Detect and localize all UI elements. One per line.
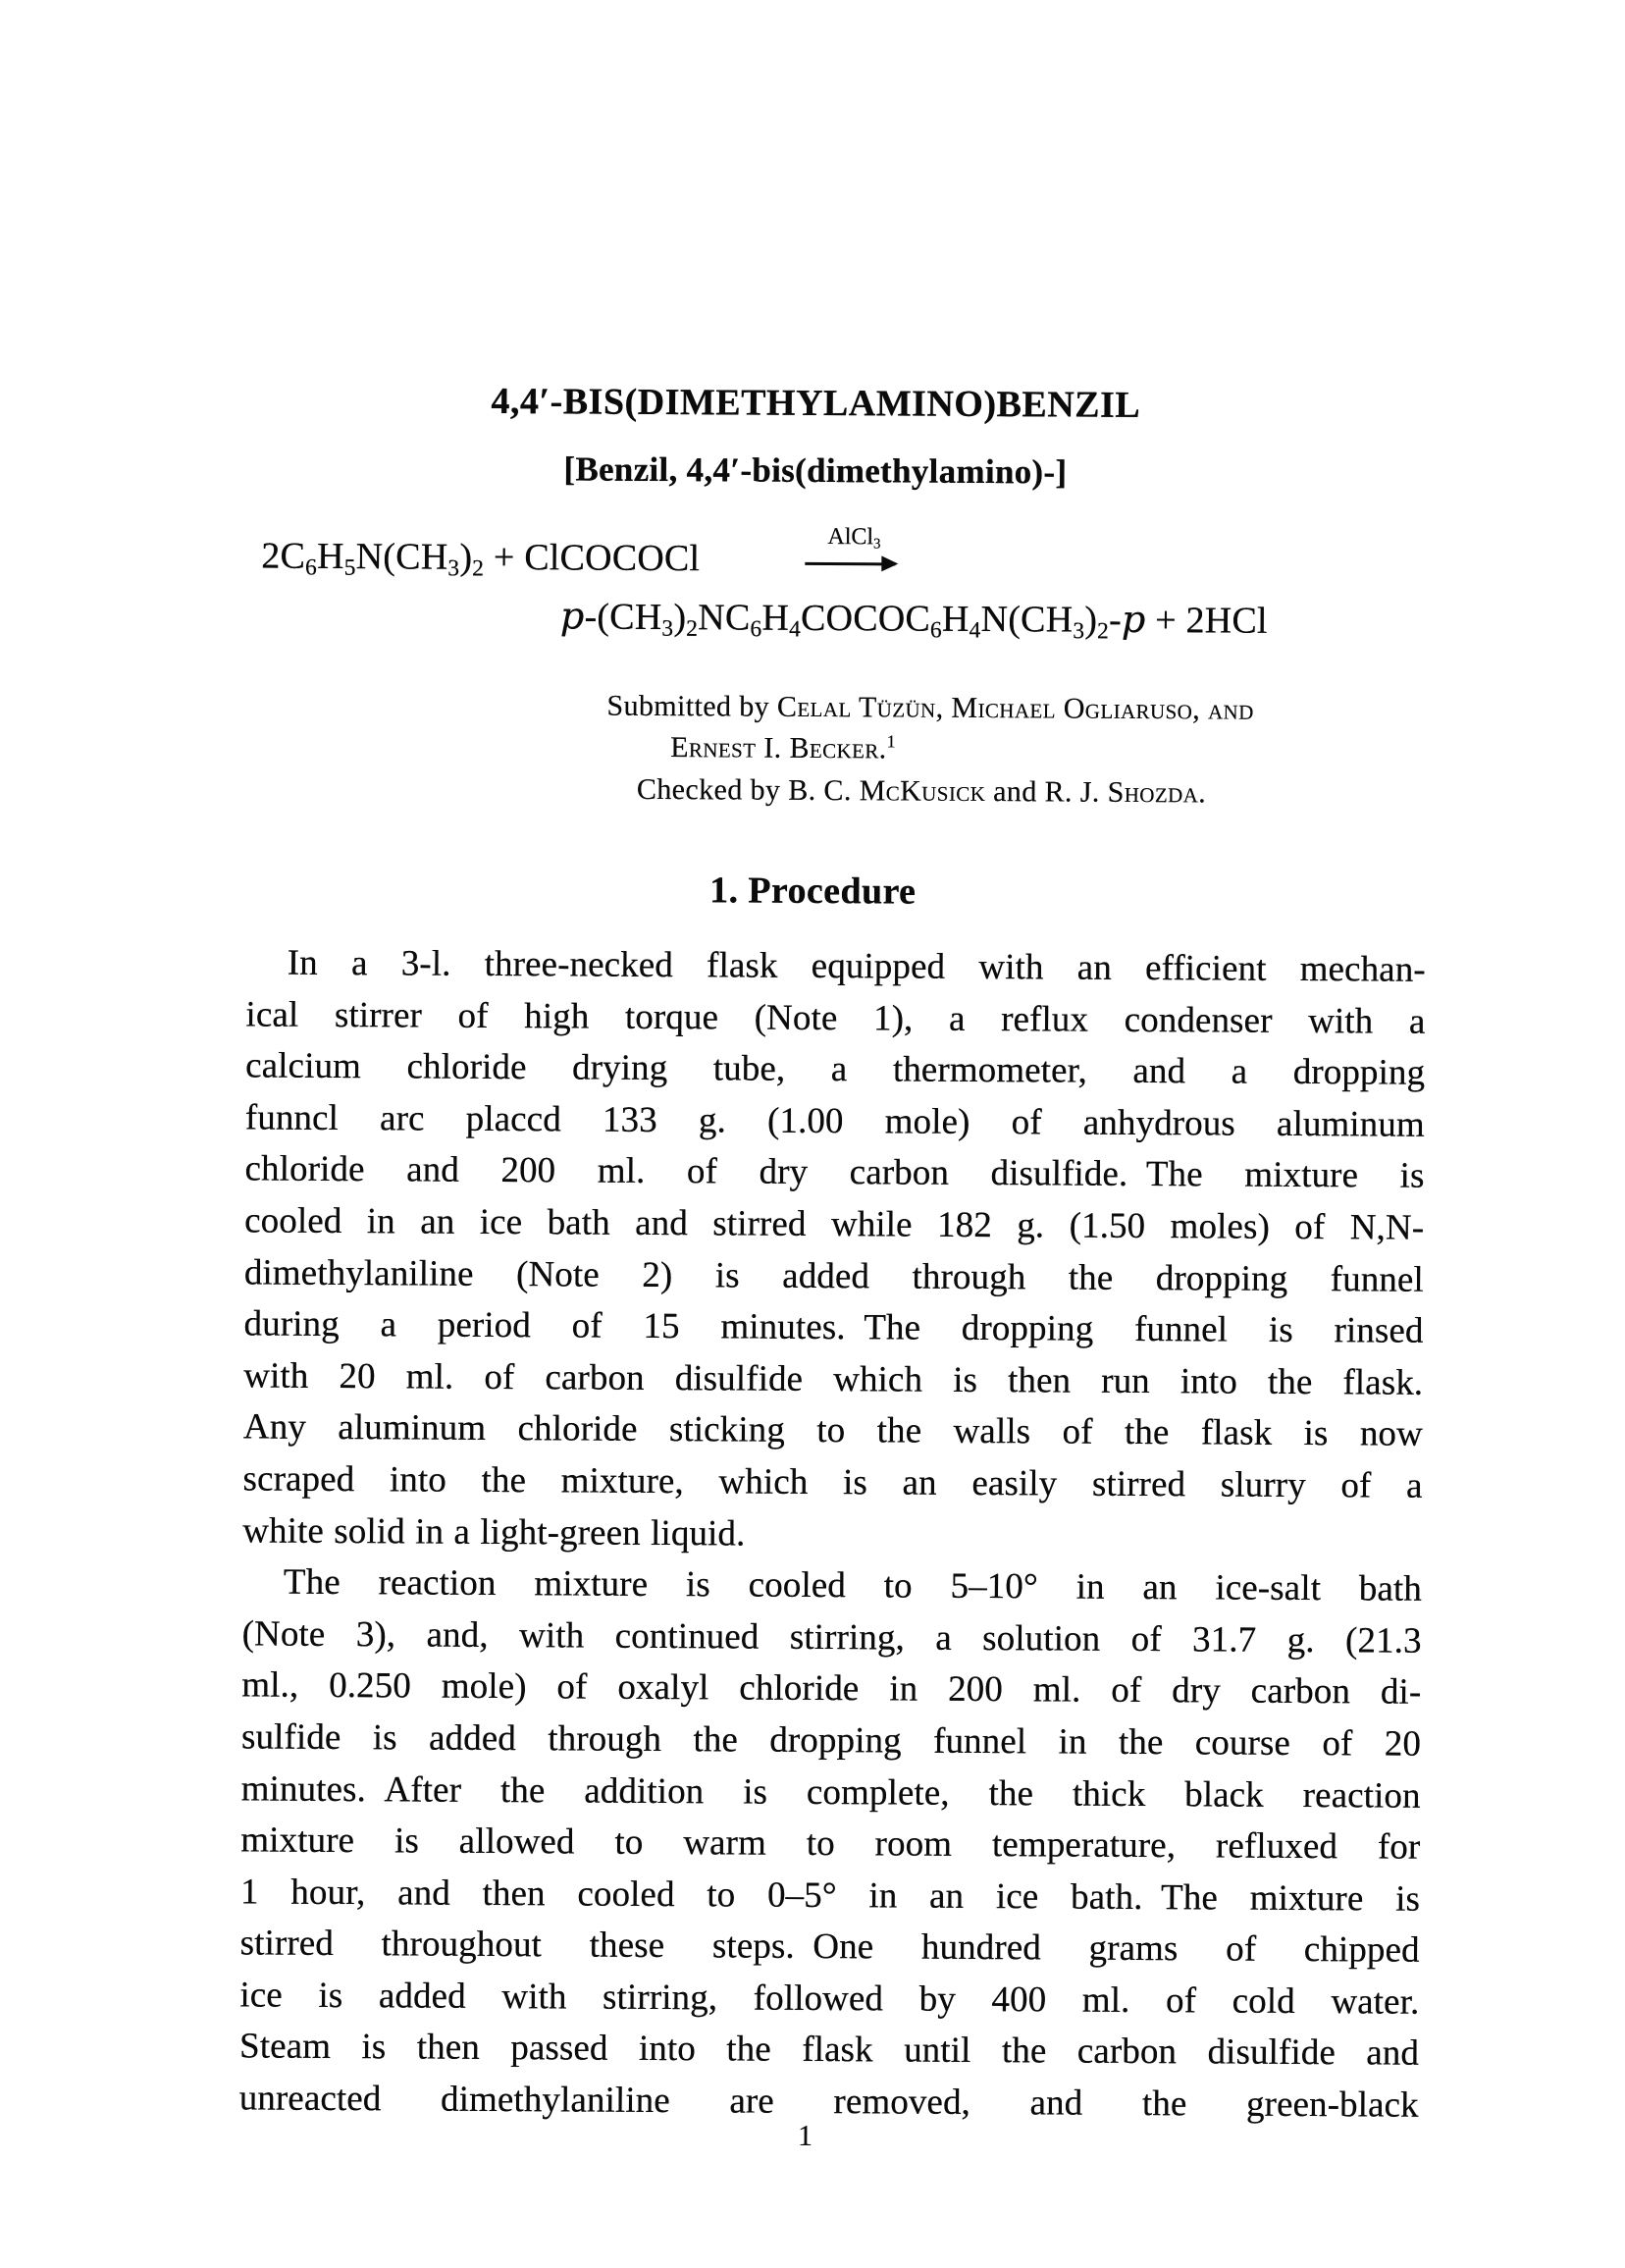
body-line: chloride and 200 ml. of dry carbon disulfide. The mixture is: [244, 1148, 1425, 1197]
body-line: minutes. After the addition is complete, the thick black reaction: [240, 1767, 1421, 1817]
body-line: stirred throughout these steps. One hundred grams of chipped: [239, 1923, 1420, 1972]
body-line: The reaction mixture is cooled to 5–10° in an ice-salt bath: [283, 1561, 1423, 1609]
body-line: mixture is allowed to warm to room temperature, refluxed for: [240, 1820, 1421, 1868]
right-arrow-icon: [805, 562, 895, 566]
body-line: 1 hour, and then cooled to 0–5° in an ice bath. The mixture is: [239, 1872, 1421, 1920]
body-line: scraped into the mixture, which is an easily stirred slurry of a: [242, 1458, 1423, 1506]
procedure-text: [239, 937, 1426, 2132]
body-line: cooled in an ice bath and stirred while 182 g. (1.50 moles) of N,N-: [244, 1200, 1425, 1248]
body-line: In a 3-l. three-necked flask equipped with an efficient mechan-: [287, 942, 1426, 990]
equation-line-2: $p-(CH_3)_2NC_6H_4COCOC_6H_4N(CH_3)_2-p + 2HCl$: [559, 594, 1268, 645]
body-line: (Note 3), and, with continued stirring, a solution of 31.7 g. (21.3: [241, 1613, 1422, 1661]
body-line: calcium chloride drying tube, a thermometer, and a dropping: [245, 1045, 1426, 1093]
body-line: ice is added with stirring, followed by 400 ml. of cold water.: [239, 1975, 1420, 2023]
section-heading: 1. Procedure: [709, 870, 917, 913]
equation-reactants: $2C_6H_5N(CH_3)_2$ + ClCOCOCl: [261, 535, 701, 582]
page-subtitle: [Benzil, 4,4′-bis(dimethylamino)-]: [563, 449, 1068, 492]
body-line: white solid in a light-green liquid.: [242, 1509, 746, 1555]
body-line: with 20 ml. of carbon disulfide which is then run into the flask.: [243, 1355, 1424, 1403]
submitted-by-line-1: Submitted by Celal Tüzün, Michael Ogliaruso, and: [606, 689, 1254, 726]
page-title: 4,4′-BIS(DIMETHYLAMINO)BENZIL: [491, 380, 1141, 426]
body-line: ml., 0.250 mole) of oxalyl chloride in 200 ml. of dry carbon di-: [241, 1664, 1422, 1714]
body-line: funncl arc placcd 133 g. (1.00 mole) of anhydrous aluminum: [244, 1097, 1425, 1145]
body-line: during a period of 15 minutes. The dropping funnel is rinsed: [243, 1303, 1424, 1351]
page-number: 1: [797, 2119, 813, 2152]
submitted-by-line-2: Ernest I. Becker.$^1$: [670, 731, 897, 765]
reaction-arrow: [803, 525, 905, 569]
body-line: unreacted dimethylaniline are removed, and the green-black: [238, 2078, 1419, 2126]
body-line: ical stirrer of high torque (Note 1), a reflux condenser with a: [245, 994, 1426, 1042]
equation-line-1: [261, 524, 881, 582]
body-line: sulfide is added through the dropping funnel in the course of 20: [240, 1716, 1422, 1765]
body-line: Any aluminum chloride sticking to the walls of the flask is now: [242, 1406, 1424, 1455]
body-line: dimethylaniline (Note 2) is added through the dropping funnel: [243, 1251, 1425, 1300]
checked-by-line: Checked by B. C. McKusick and R. J. Shozda.: [636, 772, 1207, 810]
arrow-condition-label: AlCl$_3$: [827, 524, 881, 553]
body-line: Steam is then passed into the flask until the carbon disulfide and: [238, 2026, 1420, 2075]
